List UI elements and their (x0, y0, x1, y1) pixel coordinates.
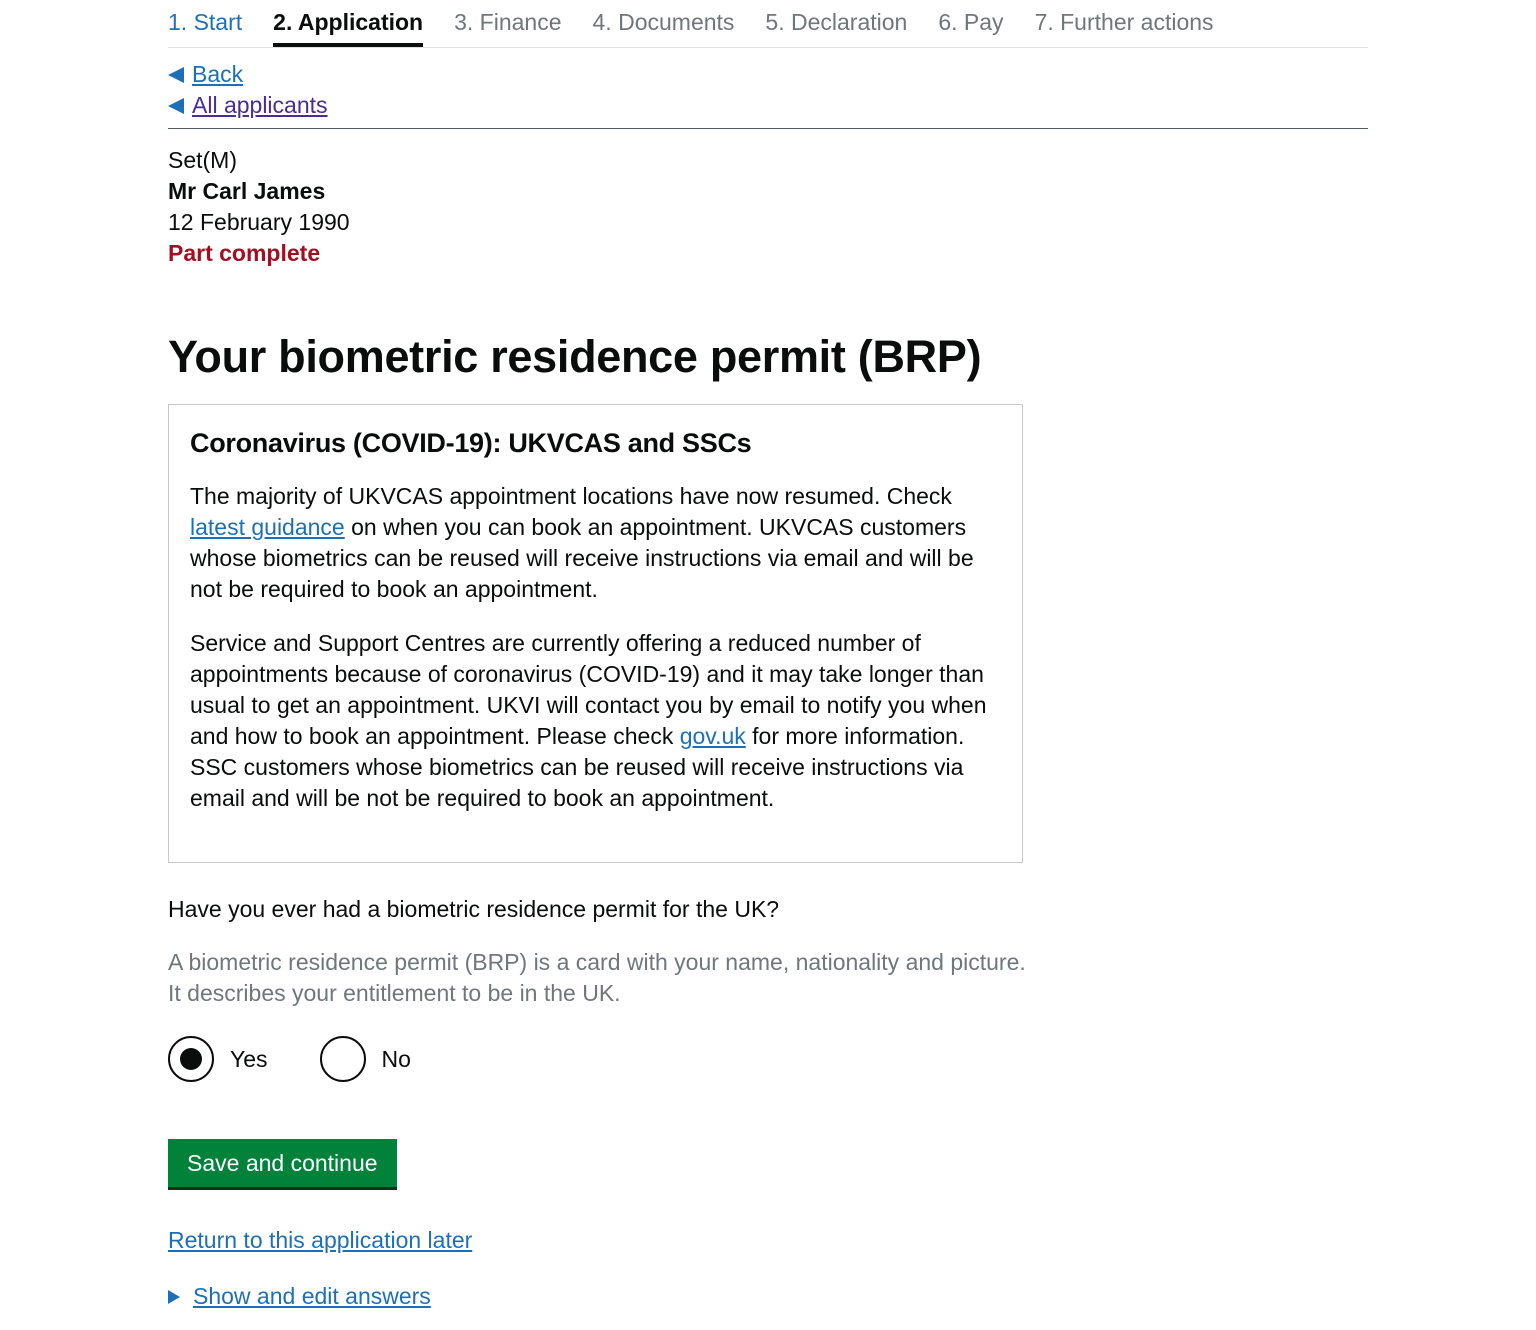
notice-paragraph-2 (190, 628, 1001, 814)
notice-text: on when you can book an appointment. UKVCAS customers whose biometrics can be reused will receive instructions via email and will be not be required to book an appointment. (190, 514, 974, 602)
progress-steps (168, 0, 1368, 48)
status-badge: Part complete (168, 240, 321, 266)
all-applicants-label: All applicants (192, 92, 328, 118)
step-documents: 4. Documents (592, 9, 735, 35)
triangle-left-icon (168, 98, 184, 114)
page-container (168, 0, 1368, 1312)
applicant-name: Mr Carl James (168, 178, 326, 204)
notice-text: Service and Support Centres are currently offering a reduced number of appointments because of coronavirus (COVID-19) and it may take longer than usual to get an appointment. UKVI will contact you by email to notify you when and how to book an appointment. Please check (190, 630, 987, 749)
step-pay: 6. Pay (938, 9, 1004, 35)
notice-text: The majority of UKVCAS appointment locations have now resumed. Check (190, 483, 952, 509)
notice-text: for more information. SSC customers whose biometrics can be reused will receive instructions via email and will be not be required to book an appointment. (190, 723, 965, 811)
radio-no[interactable] (320, 1036, 411, 1082)
step-finance: 3. Finance (454, 9, 562, 35)
brp-radio-group (168, 1031, 1368, 1087)
save-and-continue-button[interactable]: Save and continue (168, 1139, 397, 1187)
back-link[interactable] (168, 59, 243, 90)
triangle-left-icon (168, 67, 184, 83)
covid-notice-panel (168, 404, 1023, 863)
notice-paragraph-1 (190, 481, 1001, 605)
applicant-summary (168, 145, 1368, 269)
step-start[interactable]: 1. Start (168, 9, 243, 35)
gov-uk-link[interactable]: gov.uk (679, 723, 746, 749)
step-further-actions: 7. Further actions (1034, 9, 1214, 35)
triangle-right-icon (168, 1290, 180, 1304)
latest-guidance-link[interactable]: latest guidance (190, 514, 345, 540)
radio-yes[interactable] (168, 1036, 268, 1082)
radio-selected-icon[interactable] (168, 1036, 214, 1082)
notice-heading: Coronavirus (COVID-19): UKVCAS and SSCs (190, 428, 752, 458)
brp-question: Have you ever had a biometric residence permit for the UK? (168, 896, 780, 922)
all-applicants-link[interactable] (168, 90, 328, 121)
applicant-dob: 12 February 1990 (168, 209, 350, 235)
show-edit-answers-toggle[interactable] (168, 1281, 1368, 1312)
step-application: 2. Application (273, 0, 423, 47)
radio-unselected-icon[interactable] (320, 1036, 366, 1082)
back-links (168, 48, 1368, 129)
show-edit-answers-link[interactable]: Show and edit answers (193, 1283, 431, 1309)
back-link-label: Back (192, 61, 244, 87)
brp-hint: A biometric residence permit (BRP) is a card with your name, nationality and picture. It describes your entitlement to be in the UK. (168, 949, 1026, 1006)
page-title: Your biometric residence permit (BRP) (168, 331, 982, 382)
radio-yes-label[interactable]: Yes (230, 1045, 268, 1072)
step-declaration: 5. Declaration (765, 9, 908, 35)
radio-no-label[interactable]: No (381, 1045, 411, 1072)
applicant-set: Set(M) (168, 147, 237, 173)
return-later-link[interactable]: Return to this application later (168, 1227, 473, 1253)
